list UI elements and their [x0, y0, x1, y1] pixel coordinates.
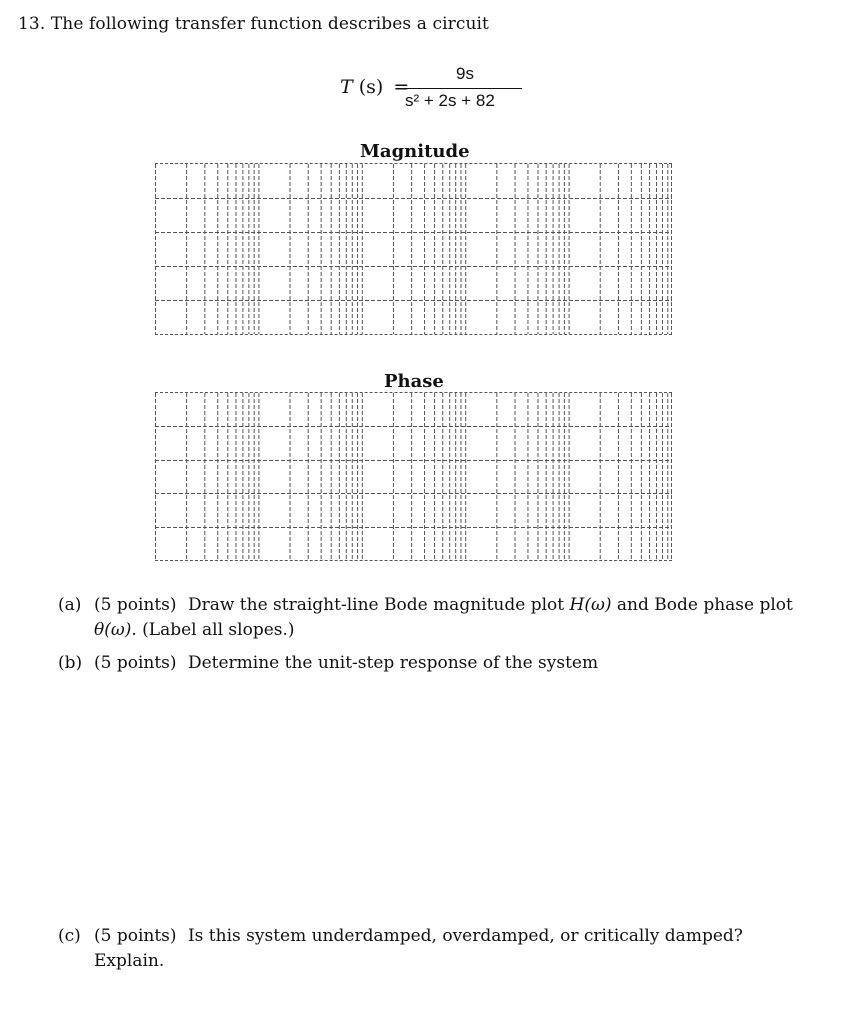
question-a [58, 593, 818, 645]
fraction-bar [402, 88, 522, 89]
phase-plot-title: Phase [384, 371, 444, 392]
question-a-text-3: (Label all slopes.) [142, 620, 295, 640]
question-b [58, 651, 818, 677]
phase-grid-lines [155, 393, 672, 560]
phase-grid[interactable] [155, 392, 672, 561]
problem-heading [18, 14, 489, 34]
question-b-letter: (b) [58, 653, 83, 673]
equation-lhs-arg: (s) [358, 76, 384, 98]
transfer-function-equation [340, 64, 540, 114]
question-a-text-2: and Bode phase plot [616, 595, 793, 615]
problem-number: 13. [18, 14, 46, 34]
question-a-math-1: H(ω) [569, 595, 612, 615]
question-a-letter: (a) [58, 595, 82, 615]
question-a-math-2: θ(ω). [94, 620, 137, 640]
question-a-text-1: Draw the straight-line Bode magnitude plot [187, 595, 565, 615]
magnitude-grid-lines [155, 164, 672, 334]
question-c-points: (5 points) [94, 926, 177, 946]
problem-text: The following transfer function describes a circuit [50, 14, 489, 34]
question-a-body [94, 593, 814, 643]
equation-lhs [340, 76, 409, 98]
question-c [58, 924, 818, 976]
equation-denominator: s² + 2s + 82 [405, 91, 495, 110]
question-c-letter: (c) [58, 926, 81, 946]
question-b-body [94, 651, 814, 676]
magnitude-grid[interactable] [155, 163, 672, 335]
question-b-points: (5 points) [94, 653, 177, 673]
magnitude-plot-title: Magnitude [360, 141, 470, 162]
equation-lhs-var: T [340, 76, 353, 98]
question-c-text: Is this system underdamped, overdamped, or critically damped? Explain. [94, 926, 743, 971]
question-b-text: Determine the unit-step response of the system [187, 653, 599, 673]
equation-numerator: 9s [456, 64, 474, 83]
question-c-body [94, 924, 814, 974]
equation-equals: = [393, 76, 410, 98]
question-a-points: (5 points) [94, 595, 177, 615]
